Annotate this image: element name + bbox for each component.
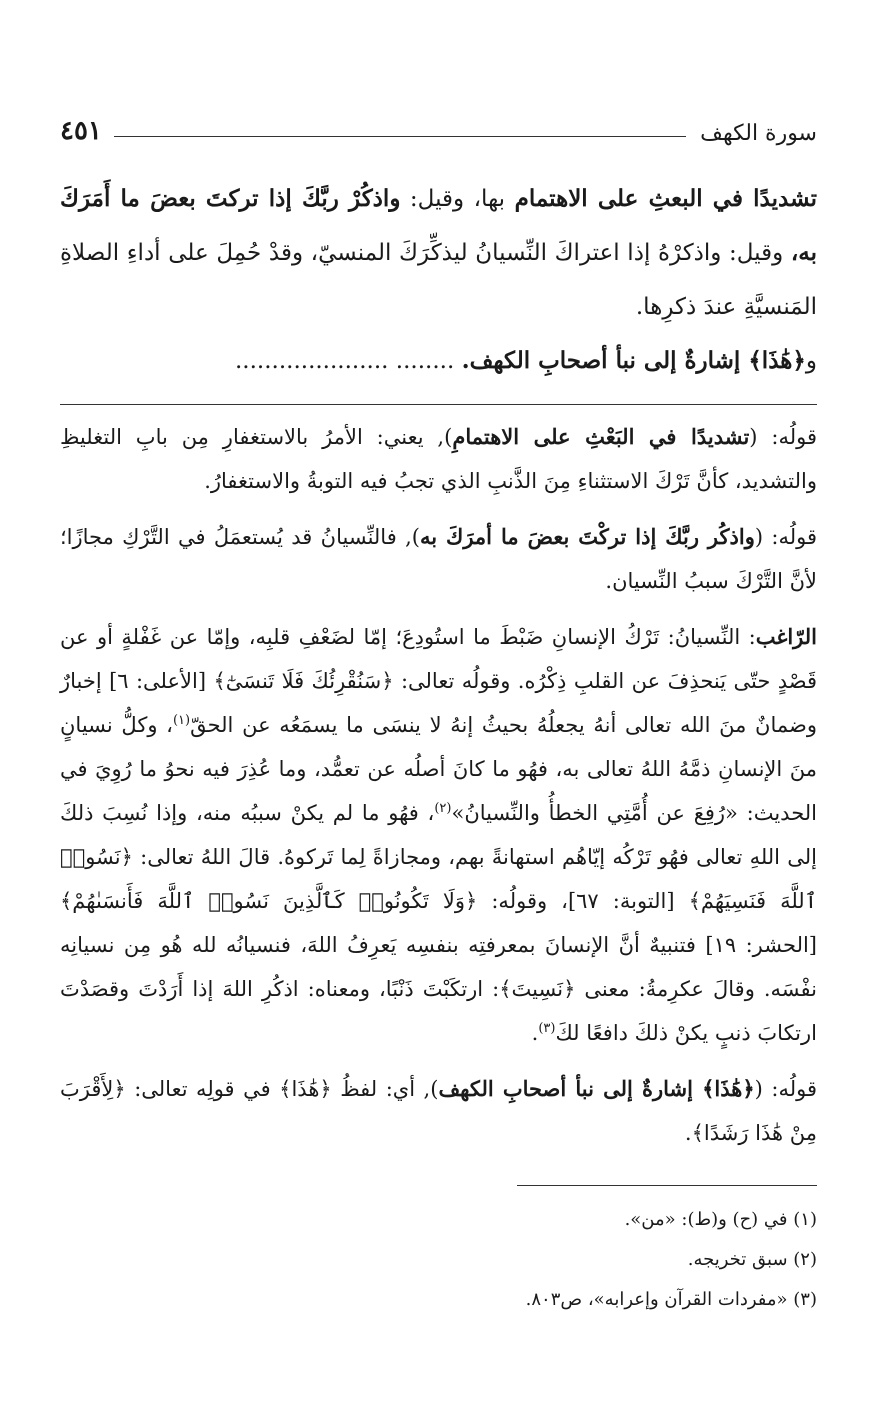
commentary-p4-quote: ﴿هَٰذَا﴾ إشارةٌ إلى نبأ أصحابِ الكهف (438, 1076, 755, 1101)
running-head (60, 100, 817, 146)
commentary-p4-lead: قولُه: ( (754, 1077, 817, 1101)
commentary-p3-body-b: ، وكلُّ نسيانٍ منَ الإنسانِ ذمَّهُ اللهُ تعالى به، فهُو ما كانَ أصلُه عن تعمُّد، وما عُذِرَ فيه نحوُ ما رُوِيَ في الحديث: «رُفِعَ عن أُمَّتِي الخطأُ والنِّسيانُ» (60, 713, 817, 825)
commentary-paragraph-1 (60, 415, 817, 503)
commentary-p1-quote: تشديدًا في البَعْثِ على الاهتمامِ (452, 424, 750, 449)
footnote-3: (٣) «مفردات القرآن وإعرابه»، ص٨٠٣. (525, 1289, 817, 1310)
text-commentary-divider (60, 404, 817, 405)
main-bold-phrase-1: تشديدًا في البعثِ على الاهتمام (514, 185, 818, 212)
commentary-paragraph-3 (60, 615, 817, 1055)
main-paragraph-3 (60, 334, 817, 388)
commentary-p2-body: ), فالنِّسيانُ قد يُستعمَلُ في التَّرْكِ مجازًا؛ لأنَّ التَّرْكَ سببُ النِّسيان. (60, 525, 817, 593)
main-para3-bold: ﴿هَٰذَا﴾ إشارةٌ إلى نبأ أصحابِ الكهف. (461, 347, 806, 374)
footnote-2: (٢) سبق تخريجه. (687, 1249, 817, 1270)
commentary-p3-body-c: ، فهُو ما لم يكنْ سببُه منه، وإذا نُسِبَ ذلكَ إلى اللهِ تعالى فهُو تَرْكُه إيّاهُم استهانةً بهم، ومجازاةً لِما تَركوهُ. قالَ اللهُ تعالى: ﴿نَسُوا۟ ٱللَّهَ فَنَسِيَهُمْ﴾ [التوبة: ٦٧]، وقولُه: ﴿وَلَا تَكُونُوا۟ كَٱلَّذِينَ نَسُوا۟ ٱللَّهَ فَأَنسَىٰهُمْ﴾ [الحشر: ١٩] فتنبيهٌ أنَّ الإنسانَ بمعرفتِه بنفسِه يَعرِفُ اللهَ، فنسيانُه لله هُو مِن نسيانِه نفْسَه. وقالَ عكرِمةُ: معنى ﴿نَسِيتَ﴾: ارتكَبْتَ ذَنْبًا، ومعناه: اذكُرِ اللهَ إذا أَرَدْتَ وقصَدْتَ ارتكابَ ذنبٍ يكنْ ذلكَ دافعًا لكَ (60, 801, 817, 1045)
commentary-p1-lead: قولُه: ( (749, 425, 817, 449)
main-paragraph-2: وقيل: واذكرْهُ إذا اعتراكَ النِّسيانُ ليذكِّرَكَ المنسيّ، وقدْ حُمِلَ على أداءِ الصلاةِ المَنسيَّةِ عندَ ذكرِها. (60, 240, 817, 320)
page (60, 100, 817, 1320)
commentary-p2-lead: قولُه: ( (754, 525, 817, 549)
footnote-ref-3[interactable]: (٣) (538, 1021, 556, 1036)
commentary-p3-author: الرّاغب (755, 624, 817, 649)
main-text (60, 172, 817, 388)
commentary-p2-quote: واذكُر ربَّكَ إذا تركْتَ بعضَ ما أمرَكَ به (419, 524, 755, 549)
page-number: ٤٥١ (60, 116, 102, 146)
main-paragraph-1 (60, 172, 817, 334)
commentary-paragraph-2 (60, 515, 817, 603)
main-para3-prefix: و (805, 348, 817, 374)
commentary-p3-end: . (531, 1021, 539, 1045)
commentary-p1-body: ), يعني: الأمرُ بالاستغفارِ مِن بابِ التغليظِ والتشديد، كأنَّ تَرْكَ الاستثناءِ مِنَ الذَّنبِ الذي تجبُ فيه التوبةُ والاستغفارُ. (60, 425, 817, 493)
footnote-ref-1[interactable]: (١) (172, 713, 191, 728)
header-rule (114, 136, 686, 137)
commentary (60, 415, 817, 1155)
main-plain-phrase-1: بها، وقيل: (400, 186, 515, 212)
footnote-1: (١) في (ح) و(ط): «من». (624, 1209, 817, 1230)
commentary-p3-body-a: : النِّسيانُ: تَرْكُ الإنسانِ ضَبْطَ ما استُودِعَ؛ إمّا لضَعْفِ قلبِه، وإمّا عن غَفْلةٍ أو عن قَصْدٍ حتّى يَنحذِفَ عن القلبِ ذِكْرُه. وقولُه تعالى: ﴿سَنُقْرِئُكَ فَلَا تَنسَىٰٓ﴾ [الأعلى: ٦] إخبارٌ وضمانٌ منَ الله تعالى أنهُ يجعلُهُ بحيثُ إنهُ لا ينسَى ما يسمَعُه عن الحقّ (60, 625, 818, 737)
main-bold-phrase-2: واذكُرْ ربَّكَ إذا تركتَ بعضَ ما أَمَرَكَ به، (60, 185, 817, 266)
commentary-paragraph-4 (60, 1067, 817, 1155)
commentary-p4-body: ), أي: لفظُ ﴿هَٰذَا﴾ في قولِه تعالى: ﴿لِأَقْرَبَ مِنْ هَٰذَا رَشَدًا﴾. (60, 1077, 817, 1145)
footnotes (60, 1200, 817, 1320)
surah-title: سورة الكهف (700, 121, 817, 146)
footnote-rule (517, 1185, 817, 1186)
footnote-ref-2[interactable]: (٢) (434, 801, 452, 816)
main-para3-dots: ........ ..................... (234, 348, 462, 374)
